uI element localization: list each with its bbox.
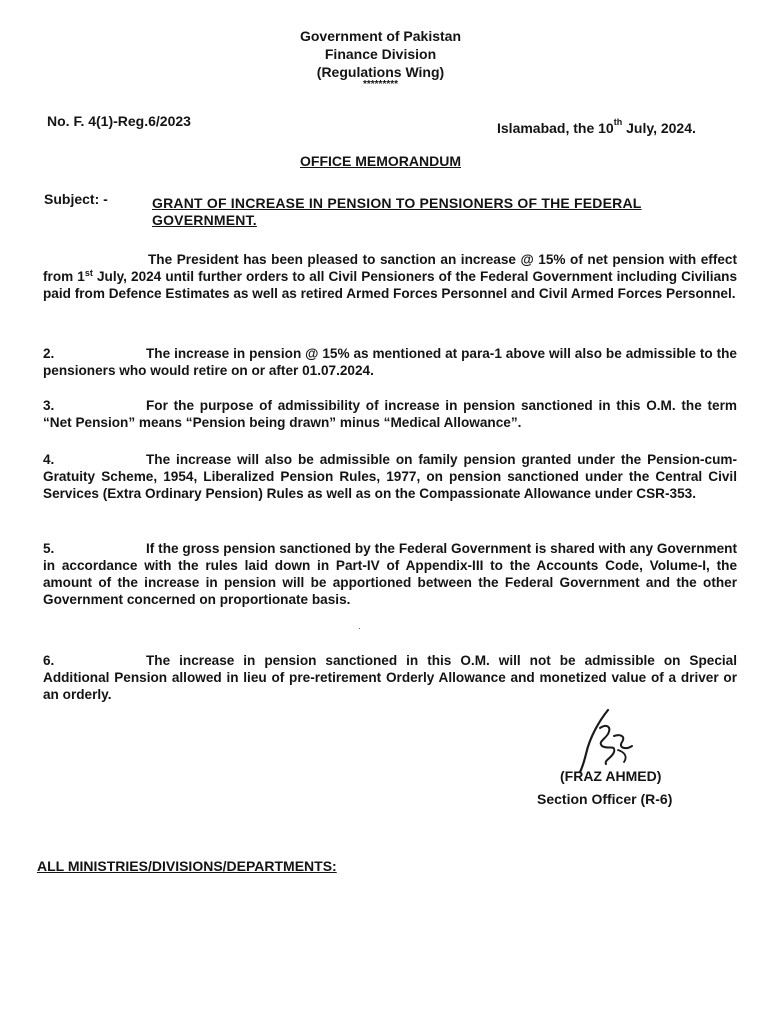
paragraph-2-number: 2.: [43, 346, 55, 361]
paragraph-6: [43, 652, 737, 703]
header-government: Government of Pakistan: [299, 28, 462, 44]
date-suffix: July, 2024.: [622, 120, 696, 136]
paragraph-4: [43, 451, 737, 502]
doc-title: OFFICE MEMORANDUM: [300, 153, 461, 169]
header-stars: *********: [362, 79, 399, 90]
paragraph-3: [43, 397, 737, 431]
paragraph-5-text: If the gross pension sanctioned by the Federal Government is shared with any Government in accordance with the rules laid down in Part-IV of Appendix-III to the Accounts Code, Volume-I, the amount of the increase in pension will be apportioned between the Federal Government and the other Government concerned on proportionate basis.: [43, 541, 737, 607]
paragraph-1-text-a: The President has been pleased to sanction an increase @ 15% of net pension with effect from 1: [43, 252, 737, 284]
handwritten-signature: [578, 706, 638, 776]
signer-name: (FRAZ AHMED): [560, 768, 662, 784]
paragraph-1: [43, 251, 737, 302]
reference-number: No. F. 4(1)-Reg.6/2023: [47, 113, 191, 129]
paragraph-4-number: 4.: [43, 452, 55, 467]
subject-text: GRANT OF INCREASE IN PENSION TO PENSIONERS OF THE FEDERAL GOVERNMENT.: [152, 195, 642, 228]
paragraph-1-sup: st: [84, 268, 93, 278]
paragraph-4-text: The increase will also be admissible on family pension granted under the Pension-cum-Gratuity Scheme, 1954, Liberalized Pension Rules, 1977, on pension sanctioned under the Central Civil Services (Extra Ordinary Pension) Rules as well as on the Compassionate Allowance under CSR-353.: [43, 452, 737, 501]
paragraph-5: [43, 540, 737, 608]
paragraph-3-text: For the purpose of admissibility of increase in pension sanctioned in this O.M. the term “Net Pension” means “Pension being drawn” minus “Medical Allowance”.: [43, 398, 737, 430]
date-prefix: Islamabad, the 10: [497, 120, 614, 136]
paragraph-3-number: 3.: [43, 398, 55, 413]
memo-date: [497, 117, 696, 136]
paragraph-5-number: 5.: [43, 541, 55, 556]
paragraph-2-text: The increase in pension @ 15% as mentioned at para-1 above will also be admissible to the pensioners who would retire on or after 01.07.2024.: [43, 346, 737, 378]
signer-designation: Section Officer (R-6): [537, 791, 673, 807]
header-division: Finance Division: [324, 46, 437, 62]
paragraph-6-text: The increase in pension sanctioned in this O.M. will not be admissible on Special Additional Pension allowed in lieu of pre-retirement Orderly Allowance and monetized value of a driver or an orderly.: [43, 653, 737, 702]
paragraph-1-text-b: July, 2024 until further orders to all Civil Pensioners of the Federal Government including Civilians paid from Defence Estimates as well as retired Armed Forces Personnel and Civil Armed Forces Personnel.: [43, 269, 738, 301]
date-sup: th: [613, 117, 623, 127]
scan-speck: ·: [358, 624, 361, 633]
paragraph-6-number: 6.: [43, 653, 55, 668]
subject-label: Subject: -: [44, 191, 108, 207]
paragraph-2: [43, 345, 737, 379]
distribution-line: ALL MINISTRIES/DIVISIONS/DEPARTMENTS:: [37, 858, 337, 874]
header-wing: (Regulations Wing): [316, 64, 445, 80]
